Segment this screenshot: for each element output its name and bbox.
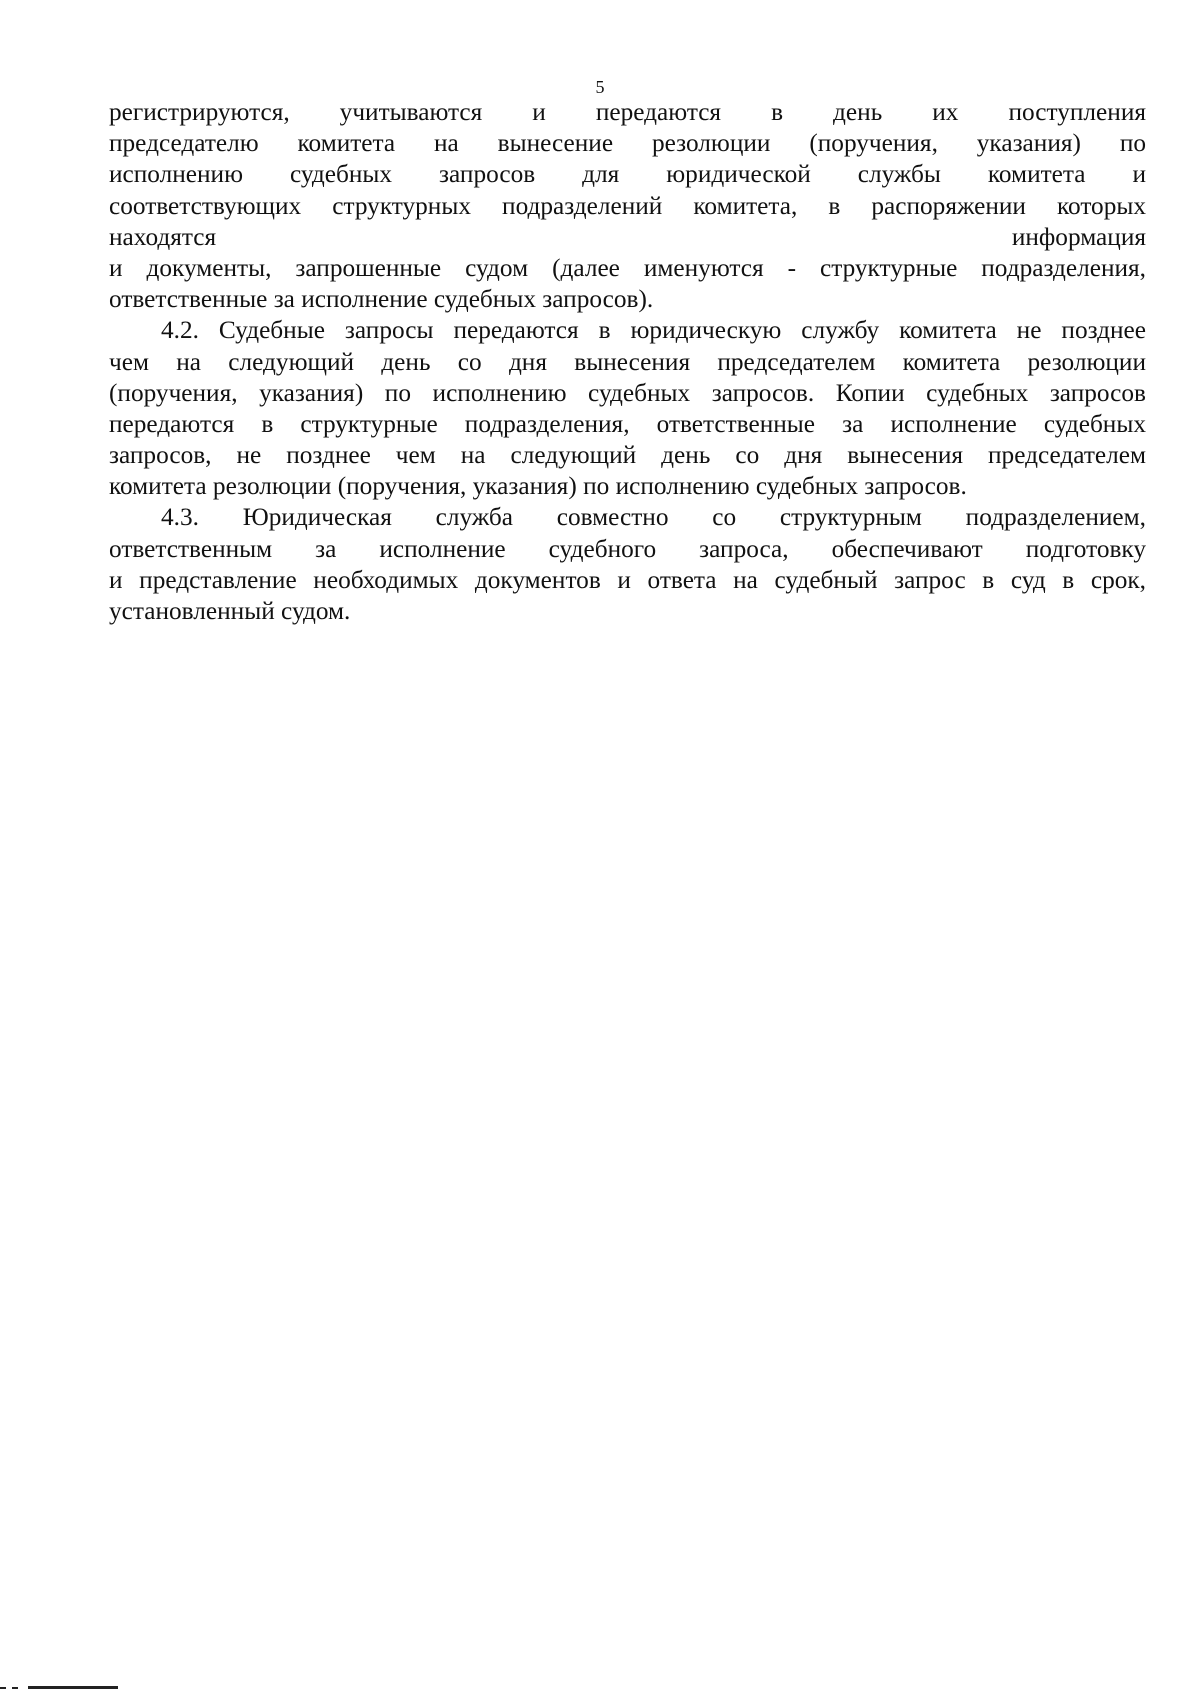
scan-artifact-segment bbox=[0, 1687, 6, 1689]
text-line: ответственные за исполнение судебных запросов). bbox=[109, 285, 654, 314]
text-line: исполнению судебных запросов для юридической службы комитета и bbox=[109, 160, 1146, 189]
text-line: председателю комитета на вынесение резолюции (поручения, указания) по bbox=[109, 129, 1146, 158]
scan-artifact bbox=[0, 1686, 125, 1690]
scan-artifact-segment bbox=[28, 1686, 118, 1689]
text-line: 4.3. Юридическая служба совместно со структурным подразделением, bbox=[161, 503, 1146, 532]
text-line: и документы, запрошенные судом (далее именуются - структурные подразделения, bbox=[109, 253, 1146, 282]
text-line: чем на следующий день со дня вынесения председателем комитета резолюции bbox=[109, 347, 1146, 376]
text-line: установленный судом. bbox=[109, 597, 351, 625]
paragraph-clause-4-3 bbox=[109, 502, 1146, 627]
text-line: соответствующих структурных подразделений комитета, в распоряжении которых bbox=[109, 191, 1146, 220]
text-line: (поручения, указания) по исполнению судебных запросов. Копии судебных запросов bbox=[109, 378, 1146, 407]
scan-artifact-segment bbox=[12, 1687, 18, 1689]
text-line: комитета резолюции (поручения, указания) по исполнению судебных запросов. bbox=[109, 472, 967, 501]
paragraph-continuation bbox=[109, 97, 1146, 315]
text-line: 4.2. Судебные запросы передаются в юридическую службу комитета не позднее bbox=[161, 316, 1146, 345]
text-line: регистрируются, учитываются и передаются в день их поступления bbox=[109, 98, 1146, 126]
text-line: ответственным за исполнение судебного запроса, обеспечивают подготовку bbox=[109, 534, 1146, 563]
text-line: находятся информация bbox=[109, 222, 1146, 251]
paragraph-clause-4-2 bbox=[109, 315, 1146, 502]
document-body bbox=[109, 97, 1146, 627]
text-line: передаются в структурные подразделения, ответственные за исполнение судебных bbox=[109, 409, 1146, 438]
text-line: и представление необходимых документов и ответа на судебный запрос в суд в срок, bbox=[109, 565, 1146, 594]
text-line: запросов, не позднее чем на следующий день со дня вынесения председателем bbox=[109, 441, 1146, 470]
page-number: 5 bbox=[595, 77, 605, 97]
